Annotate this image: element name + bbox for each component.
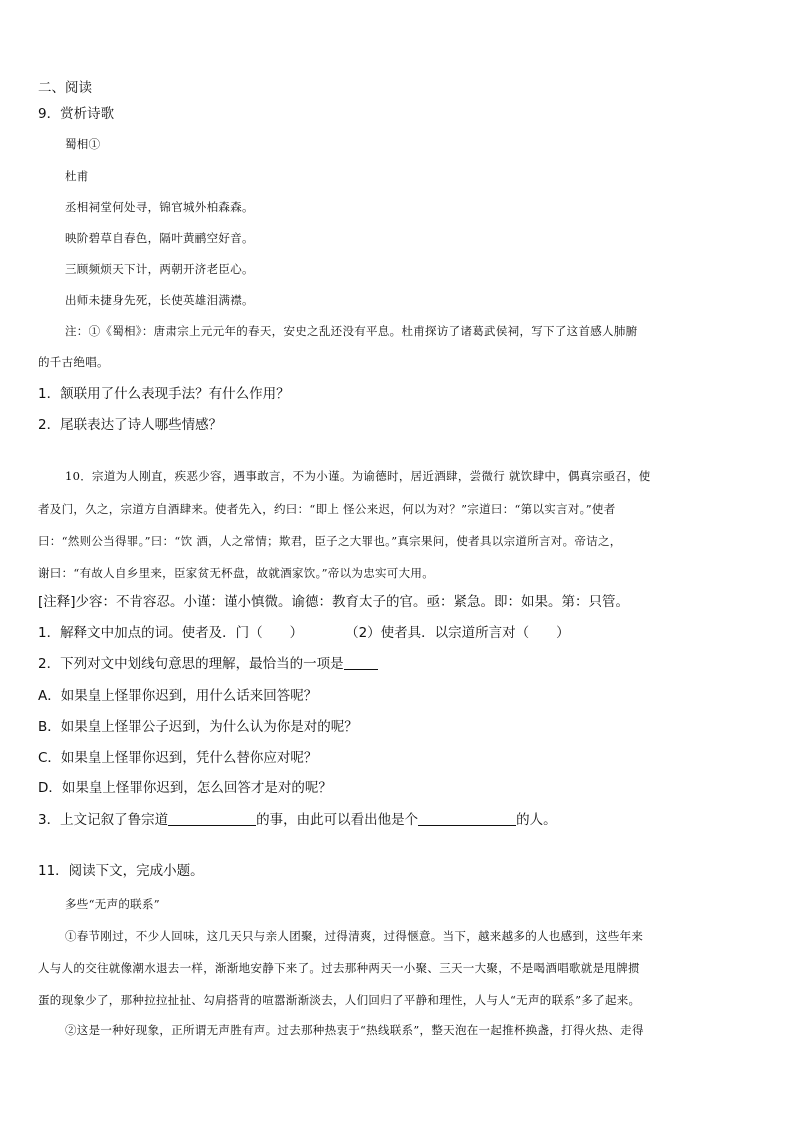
poem-title: 蜀相①: [65, 137, 101, 151]
question-10-passage-line: 曰：“然则公当得罪。”曰：“饮 酒，人之常情；欺君，臣子之大罪也。”真宗果问，使者具以宗道所言对。帝诘之，: [38, 534, 622, 548]
option-d: D．如果皇上怪罪你迟到，怎么回答才是对的呢？: [38, 780, 332, 796]
question-10-sub1-part2: （2）使者具．以宗道所言对（ ）: [345, 625, 570, 641]
question-10-sub2-text: 2．下列对文中划线句意思的理解，最恰当的一项是: [38, 656, 344, 672]
question-10-sub3-a: 3．上文记叙了鲁宗道: [38, 812, 169, 828]
article-paragraph-line: ②这是一种好现象，正所谓无声胜有声。过去那种热衷于“热线联系”，整天泡在一起推杯换盏，打得火热、走得: [65, 1023, 644, 1037]
article-paragraph-line: 蛋的现象少了，那种拉拉扯扯、勾肩搭背的喧嚣渐渐淡去，人们回归了平静和理性，人与人“无声的联系”多了起来。: [38, 993, 641, 1007]
poem-line: 出师未捷身先死，长使英雄泪满襟。: [65, 293, 254, 307]
question-10-sub1: [38, 624, 570, 642]
question-10-sub3: [38, 811, 557, 829]
option-c: C．如果皇上怪罪你迟到，凭什么替你应对呢？: [38, 750, 318, 766]
poem-line: 丞相祠堂何处寻，锦官城外柏森森。: [65, 200, 254, 214]
question-10-sub3-c: 的人。: [516, 812, 557, 828]
option-b: B．如果皇上怪罪公子迟到，为什么认为你是对的呢？: [38, 719, 358, 735]
poem-note-continued: 的千古绝唱。: [38, 355, 109, 369]
question-10-passage-line: 谢曰：“有故人自乡里来，臣家贫无杯盘，故就酒家饮。”帝以为忠实可大用。: [38, 566, 435, 580]
question-10-sub2: [38, 655, 378, 673]
answer-blank[interactable]: [168, 811, 256, 826]
question-11-heading: 11．阅读下文，完成小题。: [38, 863, 204, 879]
question-10-sub1-part1: 1．解释文中加点的词。使者及．门（ ）: [38, 625, 304, 641]
article-paragraph-line: ①春节刚过，不少人回味，这几天只与亲人团聚，过得清爽，过得惬意。当下，越来越多的人也感到，这些年来: [65, 929, 644, 943]
poem-line: 三顾频烦天下计，两朝开济老臣心。: [65, 262, 254, 276]
question-10-sub3-b: 的事，由此可以看出他是个: [256, 812, 419, 828]
article-paragraph-line: 人与人的交往就像潮水退去一样，渐渐地安静下来了。过去那种两天一小聚、三天一大聚，不是喝酒唱歌就是甩牌掼: [38, 961, 640, 975]
poem-author: 杜甫: [65, 169, 89, 183]
question-9-heading: 9．赏析诗歌: [38, 106, 115, 122]
question-10-passage-line: 者及门，久之，宗道方自酒肆来。使者先入，约曰：“即上 怪公来迟，何以为对？”宗道曰：“第以实言对。”使者: [38, 502, 616, 516]
section-title: 二、阅读: [38, 80, 92, 96]
question-10-note: [注释]少容：不肯容忍。小谨：谨小慎微。谕德：教育太子的官。亟：紧急。即：如果。第：只管。: [38, 594, 630, 610]
question-9-sub2: 2．尾联表达了诗人哪些情感？: [38, 417, 223, 433]
answer-blank[interactable]: [418, 811, 516, 826]
question-10-passage-line: 10．宗道为人刚直，疾恶少容，遇事敢言，不为小谨。为谕德时，居近酒肆，尝微行 就饮肆中，偶真宗亟召，使: [65, 469, 651, 483]
option-a: A．如果皇上怪罪你迟到，用什么话来回答呢？: [38, 688, 318, 704]
poem-line: 映阶碧草自春色，隔叶黄鹂空好音。: [65, 231, 254, 245]
answer-blank[interactable]: [344, 655, 378, 670]
poem-note: 注：①《蜀相》：唐肃宗上元元年的春天，安史之乱还没有平息。杜甫探访了诸葛武侯祠，写下了这首感人肺腑: [65, 324, 638, 338]
question-9-sub1: 1．颔联用了什么表现手法？有什么作用？: [38, 386, 290, 402]
article-title: 多些“无声的联系”: [65, 897, 160, 911]
